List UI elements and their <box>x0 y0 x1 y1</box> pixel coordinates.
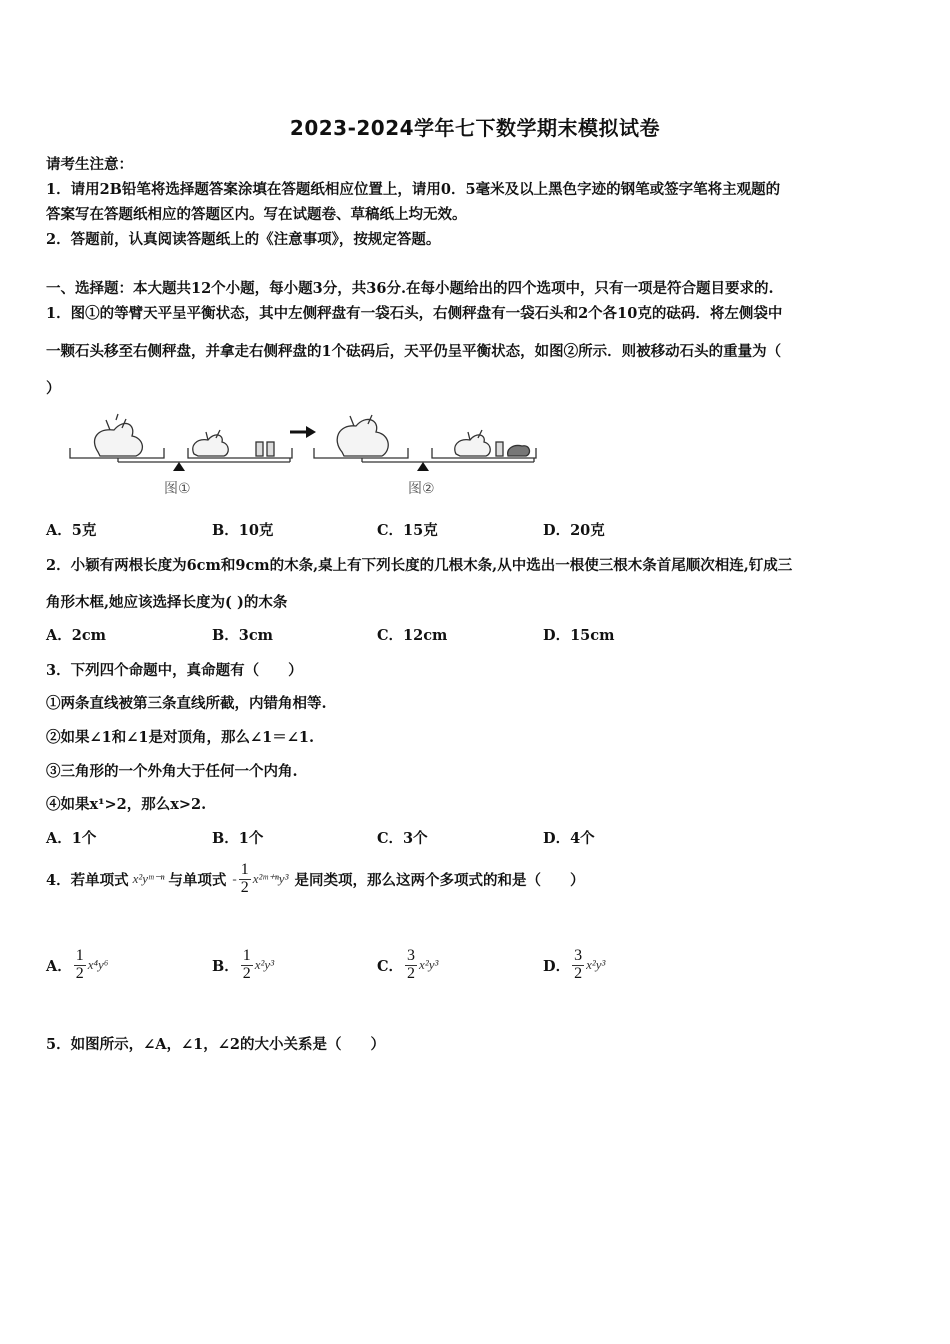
q2-option-b: B．3cm <box>212 627 274 644</box>
q4-option-c-var: x²y³ <box>419 957 439 973</box>
q4-option-c-label: C． <box>377 957 404 975</box>
q1-option-b: B．10克 <box>212 522 274 539</box>
q4-option-a <box>46 948 108 983</box>
q4-middle: 与单项式 <box>168 871 227 889</box>
section-heading: 一、选择题：本大题共12个小题，每小题3分，共36分.在每小题给出的四个选项中，只有一项是符合题目要求的. <box>46 280 774 297</box>
notice-heading: 请考生注意： <box>46 156 133 173</box>
q1-line-2: 一颗石头移至右侧秤盘，并拿走右侧秤盘的1个砝码后，天平仍呈平衡状态，如图②所示．则被移动石头的重量为（ <box>46 343 782 360</box>
q4-option-b-fraction <box>241 948 253 983</box>
q3-statement-1: ①两条直线被第三条直线所截，内错角相等. <box>46 695 327 712</box>
q4-prefix: 4．若单项式 <box>46 871 129 889</box>
q1-option-c: C．15克 <box>377 522 438 539</box>
q4-option-c <box>377 948 438 983</box>
q4-option-c-den: 2 <box>407 964 416 982</box>
page-title: 2023-2024学年七下数学期末模拟试卷 <box>289 116 661 140</box>
notice-item-1b: 答案写在答题纸相应的答题区内。写在试题卷、草稿纸上均无效。 <box>46 206 467 223</box>
q3-option-c: C．3个 <box>377 830 428 847</box>
balance-figure <box>66 410 546 502</box>
q1-line-1: 1．图①的等臂天平呈平衡状态，其中左侧秤盘有一袋石头，右侧秤盘有一袋石头和2个各10克的砝码．将左侧袋中 <box>46 305 783 322</box>
q3-option-d: D．4个 <box>543 830 595 847</box>
q4-option-d-den: 2 <box>574 964 583 982</box>
q4-option-a-num: 1 <box>75 947 84 964</box>
q1-line-3: ） <box>46 380 61 397</box>
q3-line-1: 3．下列四个命题中，真命题有（ ） <box>46 662 303 679</box>
q4-option-d <box>543 948 605 983</box>
q2-line-1: 2．小颖有两根长度为6cm和9cm的木条,桌上有下列长度的几根木条,从中选出一根使三根木条首尾顺次相连,钉成三 <box>46 557 793 574</box>
q4-option-d-label: D． <box>543 957 571 975</box>
q4-option-c-num: 3 <box>407 947 416 964</box>
q2-option-d: D．15cm <box>543 627 615 644</box>
q4-monomial-2-var: x²ᵐ⁺ⁿy³ <box>252 871 289 887</box>
q4-option-a-den: 2 <box>75 964 84 982</box>
q3-statement-4: ④如果x¹>2，那么x>2. <box>46 796 207 813</box>
fulcrum-2 <box>417 462 429 471</box>
q2-option-a: A．2cm <box>46 627 107 644</box>
notice-item-1a: 1．请用2B铅笔将选择题答案涂填在答题纸相应位置上，请用0．5毫米及以上黑色字迹的钢笔或签字笔将主观题的 <box>46 181 781 198</box>
notice-item-2: 2．答题前，认真阅读答题纸上的《注意事项》，按规定答题。 <box>46 231 441 248</box>
q4-option-d-var: x²y³ <box>586 957 606 973</box>
fig2-label: 图② <box>408 481 435 497</box>
q2-option-c: C．12cm <box>377 627 448 644</box>
q4-option-b-var: x²y³ <box>254 957 275 973</box>
q4-option-a-var: x⁴y⁶ <box>87 957 109 973</box>
q4-option-b-num: 1 <box>242 947 251 964</box>
balance-2 <box>314 415 536 462</box>
arrow-icon <box>290 426 316 438</box>
q4-option-d-num: 3 <box>574 947 583 964</box>
q4-monomial-2-fraction <box>239 862 251 897</box>
balance-1 <box>70 414 292 462</box>
q1-option-a: A．5克 <box>46 522 97 539</box>
q4-monomial-2-sign: - <box>232 871 237 887</box>
q3-option-a: A．1个 <box>46 830 97 847</box>
q4-option-a-label: A． <box>46 957 72 975</box>
q4-fraction-numerator: 1 <box>240 861 249 878</box>
q3-statement-2: ②如果∠1和∠1是对顶角，那么∠1＝∠1. <box>46 729 315 746</box>
q3-option-b: B．1个 <box>212 830 264 847</box>
q4-option-d-fraction <box>572 948 584 983</box>
q4-option-b-label: B． <box>212 957 239 975</box>
fig1-label: 图① <box>164 481 191 497</box>
q2-line-2: 角形木框,她应该选择长度为( )的木条 <box>46 594 288 611</box>
q4-monomial-1: x²yᵐ⁻ⁿ <box>132 871 165 887</box>
q1-option-d: D．20克 <box>543 522 605 539</box>
q4-fraction-denominator: 2 <box>240 878 249 896</box>
q3-statement-3: ③三角形的一个外角大于任何一个内角. <box>46 763 298 780</box>
fulcrum-1 <box>173 462 185 471</box>
q4-line <box>46 862 584 897</box>
q4-suffix: 是同类项，那么这两个多项式的和是（ ） <box>294 871 585 889</box>
q4-option-c-fraction <box>405 948 417 983</box>
q4-option-b <box>212 948 274 983</box>
q4-option-a-fraction <box>74 948 86 983</box>
q4-option-b-den: 2 <box>242 964 251 982</box>
q5-line-1: 5．如图所示，∠A，∠1，∠2的大小关系是（ ） <box>46 1036 385 1053</box>
